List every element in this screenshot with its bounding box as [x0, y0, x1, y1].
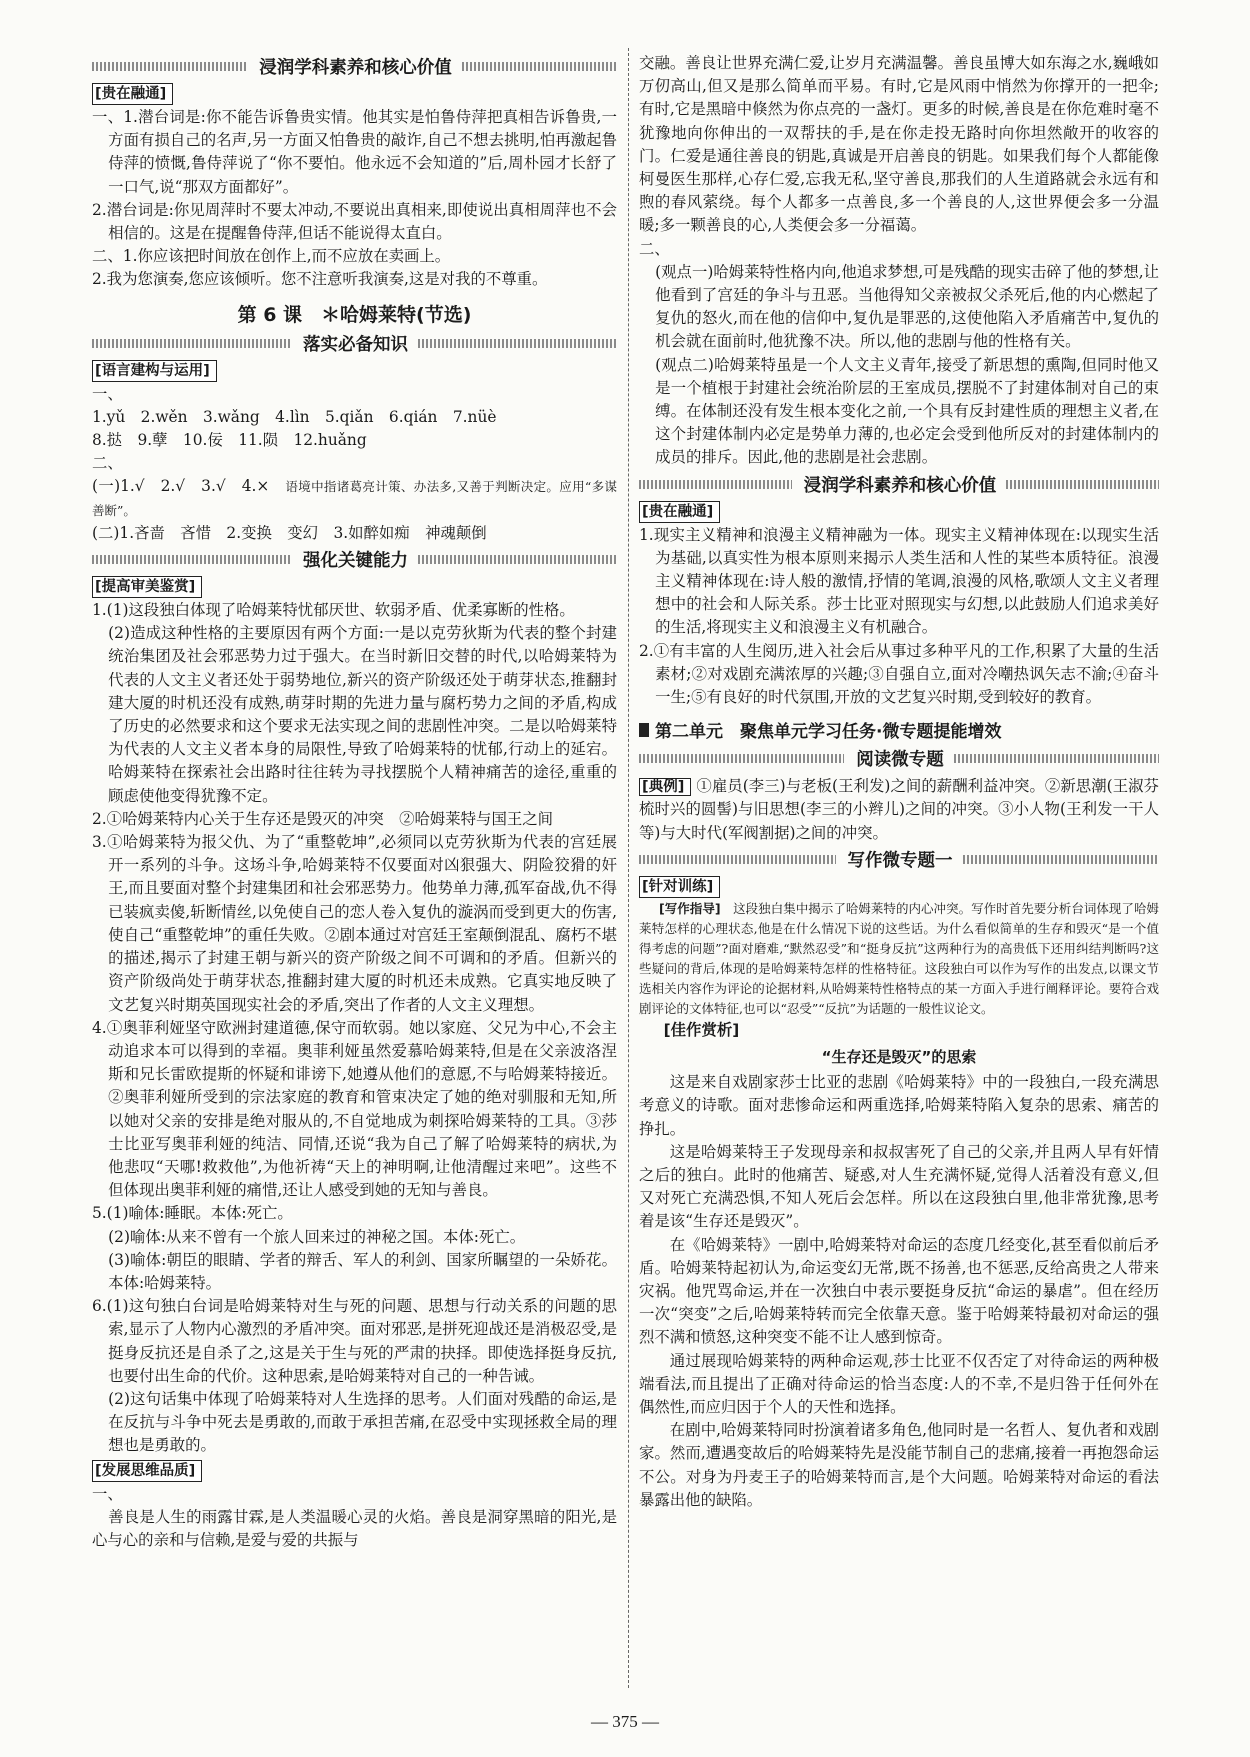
right-column	[639, 52, 1159, 1512]
section-header: 落实必备知识	[92, 331, 617, 356]
essay-paragraph: 在《哈姆莱特》一剧中,哈姆莱特对命运的态度几经变化,甚至看似前后矛盾。哈姆莱特起初认为,命运变幻无常,既不扬善,也不惩恶,反给高贵之人带来灾祸。他咒骂命运,并在一次独白中表示要挺身反抗“命运的暴虐”。但在经历一次“突变”之后,哈姆莱特转而完全依靠天意。鉴于哈姆莱特最初对命运的强烈不满和愤怒,这种突变不能不让人感到惊奇。	[639, 1235, 1159, 1347]
answer-paragraph: 3.①哈姆莱特为报父仇、为了“重整乾坤”,必须同以克劳狄斯为代表的宫廷展开一系列的斗争。这场斗争,哈姆莱特不仅要面对凶狠强大、阴险狡猾的奸王,而且要面对整个封建集团和社会邪恶势力。他势单力薄,孤军奋战,仇不得已装疯卖傻,斩断情丝,以免使自己的恋人卷入复仇的漩涡而受到更大的伤害,使自己“重整乾坤”的重任失败。②剧本通过对宫廷王室颠倒混乱、腐朽不堪的描述,揭示了封建王朝与新兴的资产阶级之间不可调和的矛盾。但新兴的资产阶级尚处于萌芽状态,推翻封建大厦的时机还未成熟。它真实地反映了文艺复兴时期英国现实社会的矛盾,突出了作者的人文主义理想。	[92, 833, 617, 1014]
tag-label: [提高审美鉴赏]	[92, 576, 202, 598]
section-header: 浸润学科素养和核心价值	[92, 54, 617, 79]
pinyin-answers: 1.yǔ 2.wěn 3.wǎng 4.lìn 5.qiǎn 6.qián 7.nüè	[92, 407, 497, 426]
answer-paragraph: 5.(1)喻体:睡眠。本体:死亡。	[92, 1204, 293, 1223]
column-divider	[628, 48, 629, 1688]
page-number: — 375 —	[591, 1712, 659, 1731]
answer-paragraph: (观点二)哈姆莱特虽是一个人文主义青年,接受了新思想的熏陶,但同时他又是一个植根于封建社会统治阶层的王室成员,摆脱不了封建体制对自己的束缚。在体制还没有发生根本变化之前,一个具有反封建性质的理想主义者,在这个封建体制内必定是势单力薄的,也必定会受到他所反对的封建体制内的成员的排斥。因此,他的悲剧是社会悲剧。	[655, 355, 1159, 467]
answer-paragraph: 二、1.你应该把时间放在创作上,而不应放在卖画上。	[92, 247, 451, 266]
answer-paragraph: 6.(1)这句独白台词是哈姆莱特对生与死的问题、思想与行动关系的问题的思索,显示了人物内心激烈的矛盾冲突。面对邪恶,是拼死迎战还是消极忍受,是挺身反抗还是自杀了之,这是关于生与死的严肃的抉择。即使选择挺身反抗,也要付出生命的代价。这种思索,是哈姆莱特对自己的一种告诫。	[92, 1297, 617, 1385]
tag-label: [针对训练]	[639, 876, 720, 898]
example-answer: [典例] ①雇员(李三)与老板(王利发)之间的薪酬利益冲突。②新思潮(王淑芬梳时兴的圆髻)与旧思想(李三的小辫儿)之间的冲突。③小人物(王利发一干人等)与大时代(军阀割据)之间的冲突。	[639, 777, 1159, 842]
tag-label: [贵在融通]	[92, 83, 173, 105]
tag-label: [贵在融通]	[639, 501, 720, 523]
answer-paragraph: 2.①有丰富的人生阅历,进入社会后从事过多种平凡的工作,积累了大量的生活素材;②对戏剧充满浓厚的兴趣;③自强自立,面对冷嘲热讽矢志不渝;④奋斗一生;⑤有良好的时代氛围,开放的文艺复兴时期,受到较好的教育。	[639, 641, 1159, 707]
essay-title: “生存还是毁灭”的思索	[821, 1048, 977, 1067]
essay-paragraph: 在剧中,哈姆莱特同时扮演着诸多角色,他同时是一名哲人、复仇者和戏剧家。然而,遭遇变故后的哈姆莱特先是没能节制自己的悲痛,接着一再抱怨命运不公。对身为丹麦王子的哈姆莱特而言,是个大问题。哈姆莱特对命运的看法暴露出他的缺陷。	[639, 1421, 1159, 1509]
unit-marker	[639, 723, 649, 737]
tag-label: [发展思维品质]	[92, 1460, 202, 1482]
unit-title: 第二单元 聚焦单元学习任务·微专题提能增效	[639, 717, 1159, 742]
character-answers: 8.挞 9.孽 10.佞 11.陨 12.huǎng	[92, 431, 367, 450]
writing-guide: [写作指导] 这段独白集中揭示了哈姆莱特的内心冲突。写作时首先要分析台词体现了哈姆莱特怎样的心理状态,他是在什么情况下说的这些话。为什么看似简单的生存和毁灭“是一个值得考虑的问题”?面对磨难,“默然忍受”和“挺身反抗”这两种行为的高贵低下还用纠结判断吗?这些疑问的背后,体现的是哈姆莱特怎样的性格特征。这段独白可以作为写作的出发点,以课文节选相关内容作为评论的论据材料,从哈姆莱特性格特点的某一方面入手进行阐释评论。要符合戏剧评论的文体特征,也可以“忍受”“反抗”为话题的一般性议论文。	[639, 900, 1159, 1016]
section-header: 阅读微专题	[639, 746, 1159, 771]
answer-paragraph: 一、	[92, 1484, 123, 1503]
answer-paragraph: 一、1.潜台词是:你不能告诉鲁贵实情。他其实是怕鲁侍萍把真相告诉鲁贵,一方面有损自己的名声,另一方面又怕鲁贵的敲诈,自己不想去挑明,怕再激起鲁侍萍的愤慨,鲁侍萍说了“你不要怕。他永远不会知道的”后,周朴园才长舒了一口气,说“那双方面都好”。	[92, 108, 617, 196]
answer-paragraph: 二、	[92, 454, 123, 473]
tag-label: [语言建构与运用]	[92, 360, 217, 382]
answer-paragraph: 2.潜台词是:你见周萍时不要太冲动,不要说出真相来,即使说出真相周萍也不会相信的。这是在提醒鲁侍萍,但话不能说得太直白。	[92, 200, 617, 243]
section-header: 浸润学科素养和核心价值	[639, 472, 1159, 497]
answer-paragraph: 善良是人生的雨露甘霖,是人类温暖心灵的火焰。善良是洞穿黑暗的阳光,是心与心的亲和与信赖,是爱与爱的共振与	[92, 1507, 617, 1549]
answer-paragraph: 1.现实主义精神和浪漫主义精神融为一体。现实主义精神体现在:以现实生活为基础,以真实性为根本原则来揭示人类生活和人性的某些本质特征。浪漫主义精神体现在:诗人般的激情,抒情的笔调,浪漫的风格,歌颂人文主义者理想中的社会和人际关系。莎士比亚对照现实与幻想,以此鼓励人们追求美好的生活,将现实主义和浪漫主义有机融合。	[639, 525, 1159, 637]
answer-paragraph: 2.①哈姆莱特内心关于生存还是毁灭的冲突 ②哈姆莱特与国王之间	[92, 809, 554, 828]
appreciation-label: [佳作赏析]	[663, 1020, 740, 1039]
answer-paragraph: 二、	[639, 239, 670, 258]
answer-paragraph: 交融。善良让世界充满仁爱,让岁月充满温馨。善良虽博大如东海之水,巍峨如万仞高山,但又是那么简单而平易。有时,它是风雨中悄然为你撑开的一把伞;有时,它是黑暗中倏然为你点亮的一盏灯。更多的时候,善良是在你危难时毫不犹豫地向你伸出的一双帮扶的手,是在你走投无路时向你坦然敞开的收容的门。仁爱是通往善良的钥匙,真诚是开启善良的钥匙。如果我们每个人都能像柯曼医生那样,心存仁爱,忘我无私,坚守善良,那我们的人生道路就会永远有和煦的春风萦绕。每个人都多一点善良,多一个善良的人,这世界便会多一分温暖;多一颗善良的心,人类便会多一分福蔼。	[639, 54, 1159, 235]
word-answers: (二)1.吝啬 吝惜 2.变换 变幻 3.如醉如痴 神魂颠倒	[92, 523, 487, 542]
answer-paragraph: 1.(1)这段独白体现了哈姆莱特忧郁厌世、软弱矛盾、优柔寡断的性格。	[92, 601, 575, 620]
tag-label: [典例]	[639, 778, 691, 796]
answer-paragraph: 2.我为您演奏,您应该倾听。您不注意听我演奏,这是对我的不尊重。	[92, 270, 548, 289]
answer-paragraph: (2)喻体:从来不曾有一个旅人回来过的神秘之国。本体:死亡。	[108, 1227, 526, 1246]
answer-paragraph: 4.①奥菲利娅坚守欧洲封建道德,保守而软弱。她以家庭、父兄为中心,不会主动追求本可以得到的幸福。奥菲利娅虽然爱慕哈姆莱特,但是在父亲波洛涅斯和兄长雷欧提斯的怀疑和诽谤下,她遵从他们的意愿,不与哈姆莱特接近。②奥菲利娅所受到的宗法家庭的教育和管束决定了她的绝对驯服和无知,所以她对父亲的安排是绝对服从的,不自觉地成为刺探哈姆莱特的工具。③莎士比亚写奥菲利娅的纯洁、同情,还说“我为自己了解了哈姆莱特的病状,为他悲叹“天哪!救救他”,为他祈祷“天上的神明啊,让他清醒过来吧”。这些不但体现出奥菲利娅的痛惜,还让人感受到她的无知与善良。	[92, 1018, 617, 1200]
answer-paragraph: (2)这句话集中体现了哈姆莱特对人生选择的思考。人们面对残酷的命运,是在反抗与斗争中死去是勇敢的,而敢于承担苦痛,在忍受中实现拯救全局的理想也是勇敢的。	[108, 1389, 617, 1455]
essay-paragraph: 这是来自戏剧家莎士比亚的悲剧《哈姆莱特》中的一段独白,一段充满思考意义的诗歌。面对悲惨命运和两重选择,哈姆莱特陷入复杂的思索、痛苦的挣扎。	[639, 1073, 1159, 1138]
section-header: 强化关键能力	[92, 547, 617, 572]
answer-paragraph: (观点一)哈姆莱特性格内向,他追求梦想,可是残酷的现实击碎了他的梦想,让他看到了宫廷的争斗与丑恶。当他得知父亲被叔父杀死后,他的内心燃起了复仇的怒火,而在他的信仰中,复仇是罪恶的,这使他陷入矛盾痛苦中,复仇的机会就在面前时,他犹豫不决。所以,他的悲剧与他的性格有关。	[655, 262, 1159, 351]
essay-paragraph: 这是哈姆莱特王子发现母亲和叔叔害死了自己的父亲,并且两人早有奸情之后的独白。此时的他痛苦、疑惑,对人生充满怀疑,觉得人活着没有意义,但又对死亡充满恐惧,不知人死后会怎样。所以在这段独白里,他非常犹豫,思考着是该“生存还是毁灭”。	[639, 1142, 1159, 1231]
left-column	[92, 52, 617, 1552]
lesson-title: 第 6 课 ＊哈姆莱特(节选)	[237, 303, 472, 326]
essay-paragraph: 通过展现哈姆莱特的两种命运观,莎士比亚不仅否定了对待命运的两种极端看法,而且提出了正确对待命运的恰当态度:人的不幸,不是归咎于任何外在偶然性,而应归因于个人的天性和选择。	[639, 1351, 1159, 1416]
answer-paragraph: (3)喻体:朝臣的眼睛、学者的辩舌、军人的利剑、国家所瞩望的一朵娇花。本体:哈姆莱特。	[108, 1250, 617, 1292]
answer-paragraph: 一、	[92, 384, 123, 403]
judgement-answers: (一)1.√ 2.√ 3.√ 4.× 语境中指诸葛亮计策、办法多,又善于判断决定。应用“多谋善断”。	[92, 477, 617, 518]
section-header: 写作微专题一	[639, 847, 1159, 872]
answer-paragraph: (2)造成这种性格的主要原因有两个方面:一是以克劳狄斯为代表的整个封建统治集团及社会邪恶势力过于强大。在当时新旧交替的时代,以哈姆莱特为代表的人文主义者还处于弱势地位,新兴的资产阶级还处于萌芽状态,推翻封建大厦的时机还没有成熟,萌芽时期的先进力量与腐朽势力之间的矛盾,构成了历史的必然要求和这个要求无法实现之间的悲剧性冲突。二是以哈姆莱特为代表的人文主义者本身的局限性,导致了哈姆莱特的忧郁,行动上的延宕。哈姆莱特在探索社会出路时往往转为寻找摆脱个人精神痛苦的途径,重重的顾虑使他变得犹豫不定。	[108, 624, 617, 805]
